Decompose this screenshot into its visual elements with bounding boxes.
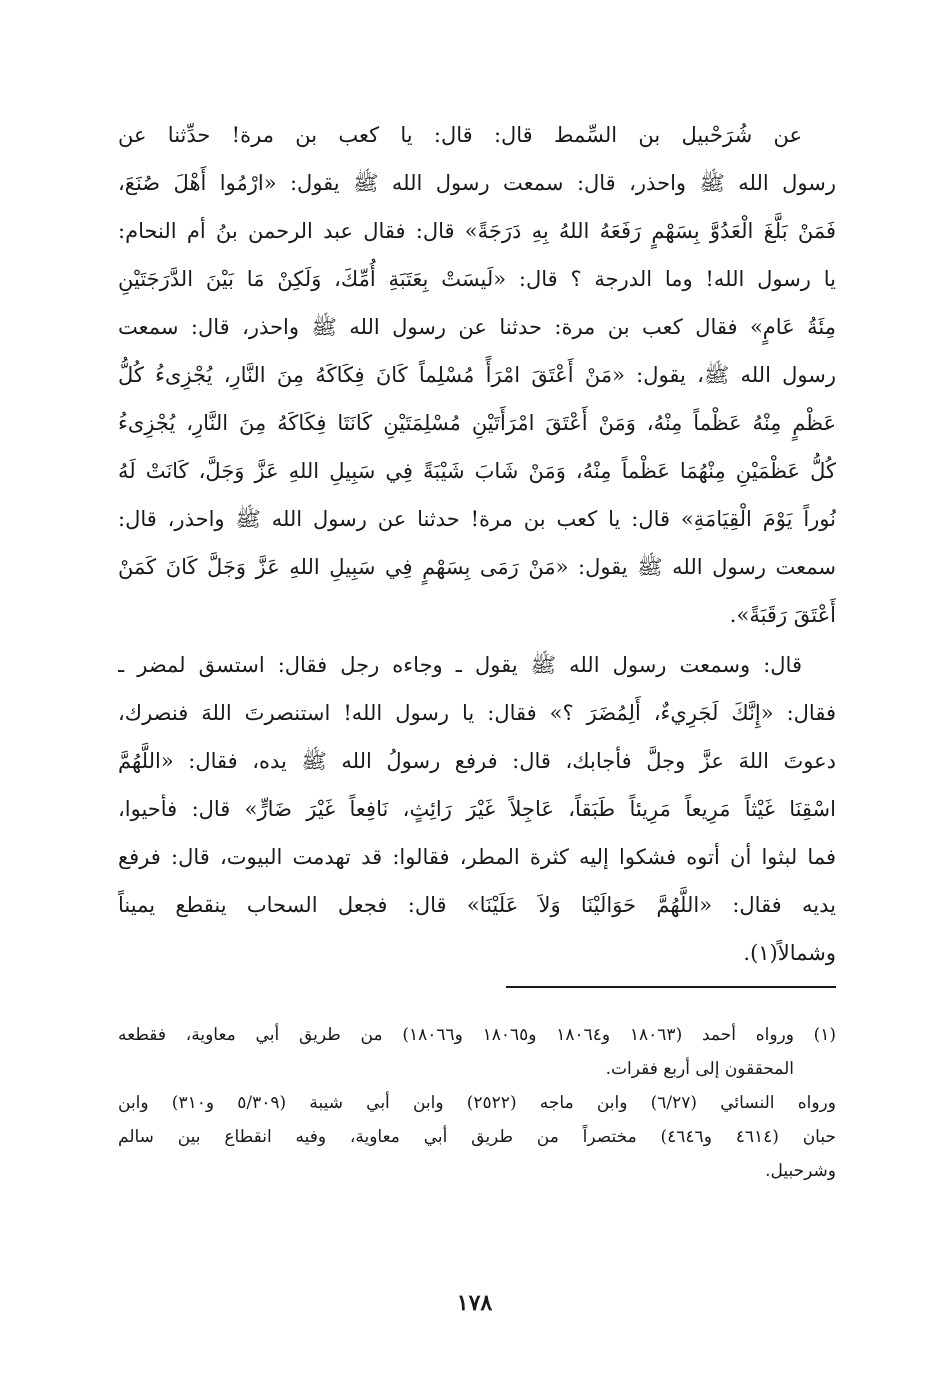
text-line: فَمَنْ بَلَّغَ الْعَدُوَّ بِسَهْمٍ رَفَعَهُ اللهُ بِهِ دَرَجَةً» قال: فقال عبد الرحمن بنُ أم النحام: bbox=[118, 219, 836, 243]
footnote-line: حبان (٤٦١٤ و٤٦٤٦) مختصراً من طريق أبي معاوية، وفيه انقطاع بين سالم bbox=[118, 1127, 836, 1147]
text-line: فما لبثوا أن أتوه فشكوا إليه كثرة المطر، فقالوا: قد تهدمت البيوت، قال: فرفع bbox=[118, 845, 836, 869]
text-line: أَعْتَقَ رَقَبَةً». bbox=[729, 603, 836, 627]
text-line: رسول الله ﷺ واحذر، قال: سمعت رسول الله ﷺ يقول: «ارْمُوا أَهْلَ صُنَعَ، bbox=[118, 171, 836, 195]
footnote-divider bbox=[506, 986, 836, 988]
footnote-line: ورواه النسائي (٦/٢٧) وابن ماجه (٢٥٢٢) وابن أبي شيبة (٥/٣٠٩ و٣١٠) وابن bbox=[118, 1093, 836, 1113]
text-line: فقال: «إِنَّكَ لَجَرِيءٌ، أَلِمُضَرَ ؟» فقال: يا رسول الله! استنصرتَ اللهَ فنصرك، bbox=[118, 701, 836, 725]
text-line: عن شُرَحْبيل بن السِّمط قال: قال: يا كعب بن مرة! حدِّثنا عن bbox=[118, 123, 802, 147]
footnote-line: المحققون إلى أربع فقرات. bbox=[605, 1059, 794, 1079]
text-line: مِئَةُ عَامٍ» فقال كعب بن مرة: حدثنا عن رسول الله ﷺ واحذر، قال: سمعت bbox=[118, 315, 836, 339]
footnote-line: وشرحبيل. bbox=[765, 1161, 836, 1181]
paragraph-2 bbox=[118, 641, 836, 977]
page-number: ١٧٨ bbox=[456, 1290, 493, 1316]
paragraph-1 bbox=[118, 111, 836, 639]
text-line: سمعت رسول الله ﷺ يقول: «مَنْ رَمَى بِسَهْمٍ فِي سَبِيلِ اللهِ عَزَّ وَجَلَّ كَانَ كَمَنْ bbox=[118, 555, 836, 579]
text-line: يا رسول الله! وما الدرجة ؟ قال: «لَيسَتْ بِعَتَبَةِ أُمِّكَ، وَلَكِنْ مَا بَيْنَ الدَّرَجَتَيْنِ bbox=[118, 267, 836, 291]
footnote bbox=[118, 1018, 836, 1188]
text-line: دعوتَ اللهَ عزَّ وجلَّ فأجابك، قال: فرفع رسولُ الله ﷺ يده، فقال: «اللَّهُمَّ bbox=[118, 749, 836, 773]
text-line: وشمالاً(١). bbox=[743, 941, 836, 965]
footnote-line: ورواه أحمد (١٨٠٦٣ و١٨٠٦٤ و١٨٠٦٥ و١٨٠٦٦) من طريق أبي معاوية، فقطعه bbox=[118, 1025, 794, 1045]
text-line: نُوراً يَوْمَ الْقِيَامَةِ» قال: يا كعب بن مرة! حدثنا عن رسول الله ﷺ واحذر، قال: bbox=[118, 507, 836, 531]
text-line: كُلُّ عَظْمَيْنِ مِنْهُمَا عَظْماً مِنْهُ، وَمَنْ شَابَ شَيْبَةً فِي سَبِيلِ اللهِ عَزَّ وَجَلَّ، كَانَتْ لَهُ bbox=[118, 459, 836, 483]
footnote-marker: (١) bbox=[813, 1025, 836, 1045]
text-line: قال: وسمعت رسول الله ﷺ يقول ـ وجاءه رجل فقال: استسق لمضر ـ bbox=[118, 653, 802, 677]
footnote-entry-1 bbox=[118, 1018, 836, 1086]
text-line: يديه فقال: «اللَّهُمَّ حَوَالَيْنَا وَلاَ عَلَيْنَا» قال: فجعل السحاب ينقطع يميناً bbox=[118, 893, 836, 917]
footnote-entry-2 bbox=[118, 1086, 836, 1188]
text-line: اسْقِنَا غَيْثاً مَرِيعاً مَرِيئاً طَبَقاً، عَاجِلاً غَيْرَ رَائِثٍ، نَافِعاً غَيْرَ ضَارٍّ» قال: فأحيوا، bbox=[118, 797, 836, 821]
text-line: رسول الله ﷺ، يقول: «مَنْ أَعْتَقَ امْرَأً مُسْلِماً كَانَ فِكَاكَهُ مِنَ النَّارِ، يُجْزِىءُ كُلُّ bbox=[118, 363, 836, 387]
text-line: عَظْمٍ مِنْهُ عَظْماً مِنْهُ، وَمَنْ أَعْتَقَ امْرَأَتَيْنِ مُسْلِمَتَيْنِ كَانَتَا فِكَاكَهُ مِنَ النَّارِ، يُجْزِىءُ bbox=[118, 411, 836, 435]
footnote-body bbox=[118, 1018, 794, 1086]
